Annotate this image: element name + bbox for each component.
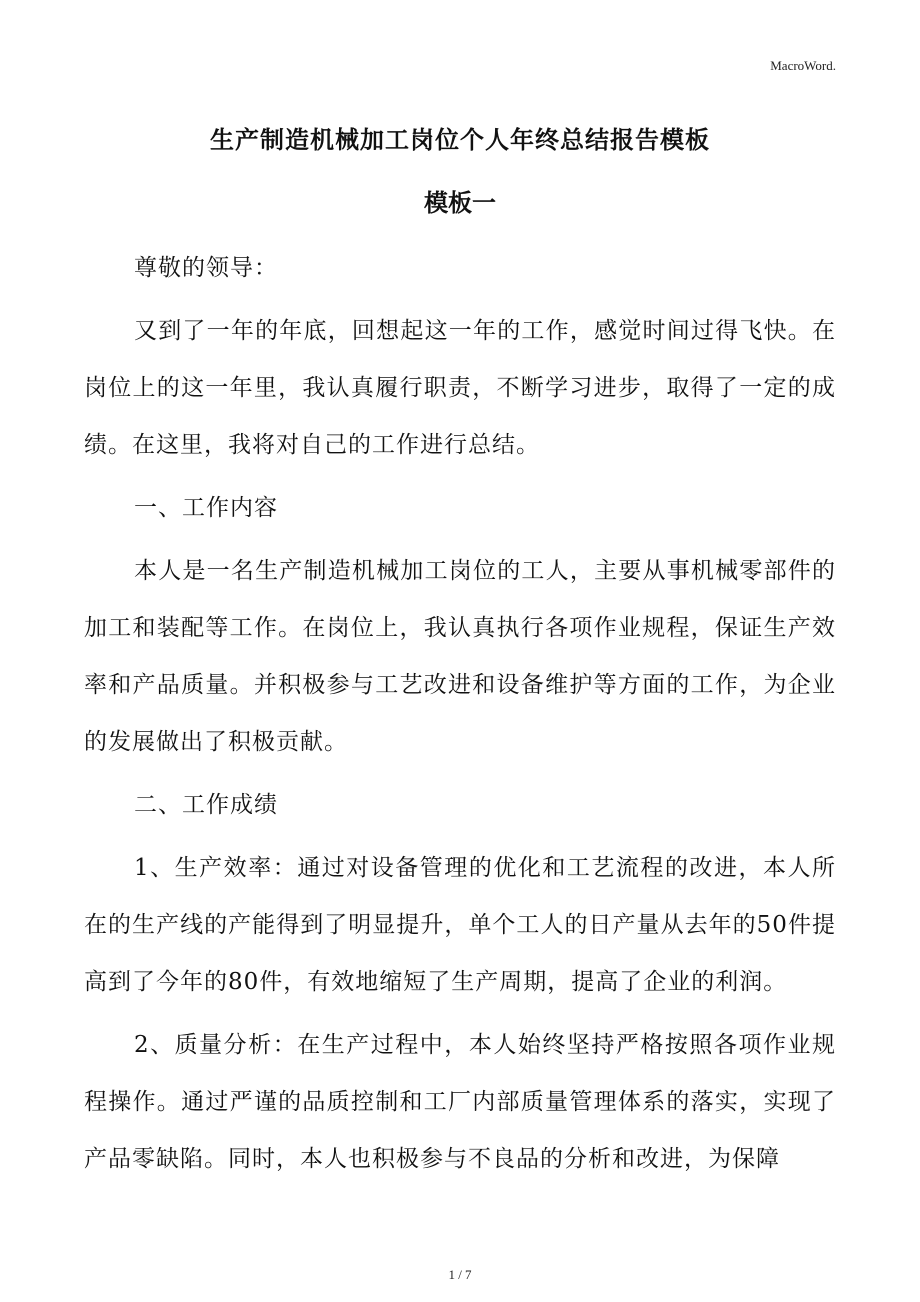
paragraph-work-content: 本人是一名生产制造机械加工岗位的工人，主要从事机械零部件的加工和装配等工作。在岗位上，我认真执行各项作业规程，保证生产效率和产品质量。并积极参与工艺改进和设备维护等方面的工作，为企业的发展做出了积极贡献。 — [84, 558, 836, 755]
document-subtitle: 模板一 — [424, 188, 496, 217]
page-number: 1 / 7 — [448, 1267, 472, 1282]
header-brand: MacroWord. — [770, 58, 836, 73]
section-heading-work-content: 一、工作内容 — [134, 495, 278, 521]
section-heading-achievements: 二、工作成绩 — [134, 792, 278, 818]
document-body — [84, 240, 836, 1188]
document-title: 生产制造机械加工岗位个人年终总结报告模板 — [210, 125, 710, 154]
paragraph-intro: 又到了一年的年底，回想起这一年的工作，感觉时间过得飞快。在岗位上的这一年里，我认真履行职责，不断学习进步，取得了一定的成绩。在这里，我将对自己的工作进行总结。 — [84, 318, 836, 458]
salutation: 尊敬的领导： — [134, 255, 278, 281]
paragraph-production-efficiency: 1、生产效率：通过对设备管理的优化和工艺流程的改进，本人所在的生产线的产能得到了明显提升，单个工人的日产量从去年的50件提高到了今年的80件，有效地缩短了生产周期，提高了企业的利润。 — [84, 855, 836, 995]
paragraph-quality-analysis: 2、质量分析：在生产过程中，本人始终坚持严格按照各项作业规程操作。通过严谨的品质控制和工厂内部质量管理体系的落实，实现了产品零缺陷。同时，本人也积极参与不良品的分析和改进，为保障 — [84, 1032, 836, 1172]
